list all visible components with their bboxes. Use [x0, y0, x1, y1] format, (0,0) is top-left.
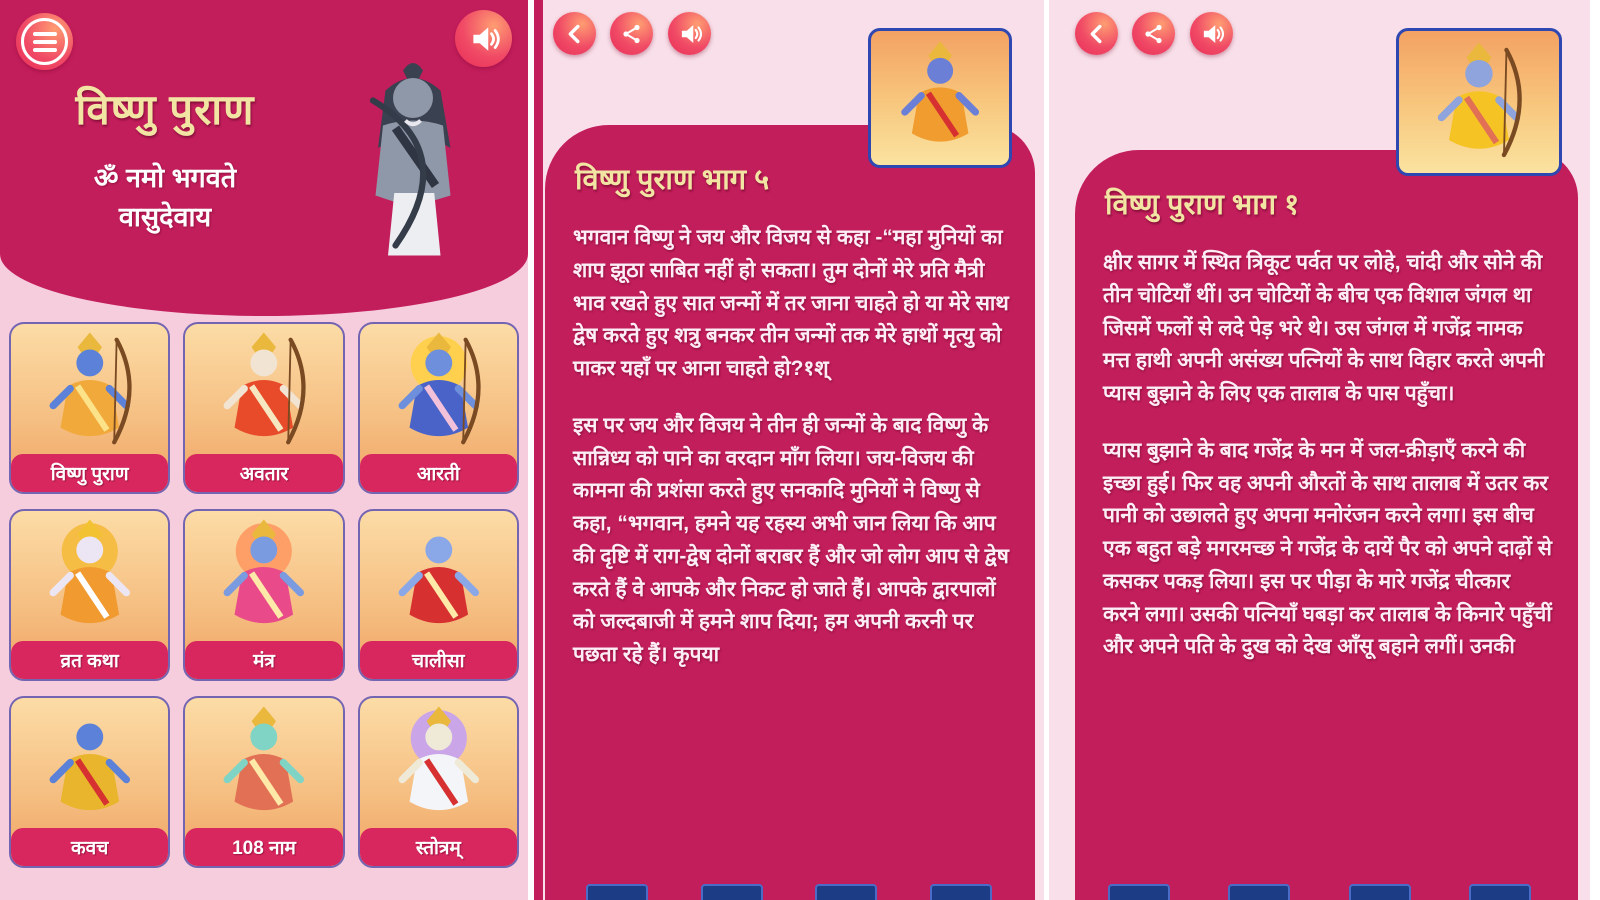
menu-icon	[33, 32, 57, 52]
sound-button[interactable]	[668, 12, 711, 55]
bottom-navigation	[534, 888, 1044, 900]
page-nav-button[interactable]	[1228, 884, 1290, 900]
page-nav-button[interactable]	[930, 884, 992, 900]
story-paragraph: भगवान विष्णु ने जय और विजय से कहा -“महा मुनियों का शाप झूठा साबित नहीं हो सकता। तुम दोनों मेरे प्रति मैत्री भाव रखते हुए सात जन्मों में तर जाना चाहते हो या मेरे साथ द्वेष करते हुए शत्रु बनकर तीन जन्मों तक मेरे हाथों मृत्यु को पाकर यहाँ पर आना चाहते हो?१श्	[573, 226, 1009, 380]
tile-aarti[interactable]	[358, 322, 519, 494]
page-title: विष्णु पुराण भाग १	[1105, 189, 1300, 221]
page-title: विष्णु पुराण भाग ५	[575, 164, 770, 196]
deity-image-card	[1396, 28, 1562, 176]
story-paragraph: क्षीर सागर में स्थित त्रिकूट पर्वत पर लोहे, चांदी और सोने की तीन चोटियाँ थीं। उन चोटियों के बीच एक विशाल जंगल था जिसमें फलों से लदे पेड़ भरे थे। उस जंगल में गजेंद्र नामक मत्त हाथी अपनी असंख्य पत्नियों के साथ विहार करते अपनी प्यास बुझाने के लिए एक तालाब के पास पहुँचा।	[1103, 251, 1545, 405]
tile-label: मंत्र	[185, 641, 342, 679]
reader-screen-part-1	[1049, 0, 1590, 900]
share-icon	[620, 22, 644, 46]
avatar-deity-image	[185, 330, 342, 452]
deity-image-card	[868, 28, 1012, 168]
aarti-deity-image	[360, 330, 517, 452]
page-nav-button[interactable]	[1349, 884, 1411, 900]
tile-avatar[interactable]	[183, 322, 344, 494]
back-button[interactable]	[1075, 12, 1118, 55]
home-tile-grid	[9, 322, 519, 868]
tile-label: चालीसा	[360, 641, 517, 679]
chalisa-deity-image	[360, 517, 517, 639]
tile-vishnu-puran[interactable]	[9, 322, 170, 494]
tile-stotram[interactable]	[358, 696, 519, 868]
reader-screen-part-5	[534, 0, 1044, 900]
share-button[interactable]	[610, 12, 653, 55]
story-card	[1075, 150, 1578, 900]
tile-vrat-katha[interactable]	[9, 509, 170, 681]
app-subtitle: ॐ नमो भगवते वासुदेवाय	[93, 163, 237, 233]
rama-image	[1429, 40, 1529, 165]
share-icon	[1142, 22, 1166, 46]
tile-chalisa[interactable]	[358, 509, 519, 681]
home-screen	[0, 0, 528, 900]
menu-button[interactable]	[16, 13, 73, 70]
stotram-deity-image	[360, 704, 517, 826]
story-card	[545, 125, 1035, 900]
vishnu-image	[893, 39, 987, 157]
page-nav-button[interactable]	[1108, 884, 1170, 900]
page-nav-button[interactable]	[586, 884, 648, 900]
tile-label: स्तोत्रम्	[360, 828, 517, 866]
vishnu-deity-image	[11, 330, 168, 452]
speaker-icon	[1199, 21, 1225, 47]
rama-illustration	[338, 48, 488, 263]
tile-label: अवतार	[185, 454, 342, 492]
share-button[interactable]	[1132, 12, 1175, 55]
page-nav-button[interactable]	[701, 884, 763, 900]
tile-mantra[interactable]	[183, 509, 344, 681]
screen-edge-stripe	[534, 0, 543, 900]
back-icon	[1082, 19, 1112, 49]
story-paragraph: इस पर जय और विजय ने तीन ही जन्मों के बाद विष्णु के सान्निध्य को पाने का वरदान माँग लिया। जय-विजय की कामना की प्रशंसा करते हुए सनकादि मुनियों ने विष्णु से कहा, “भगवान, हमने यह रहस्य अभी जान लिया कि आप की दृष्टि में राग-द्वेष दोनों बराबर हैं और जो लोग आप से द्वेष करते हैं वे आपके और निकट हो जाते हैं। आपके द्वारपालों को जल्दबाजी में हमने शाप दिया; हम अपनी करनी पर पछता रहे हैं। कृपया	[573, 413, 1009, 666]
sound-button[interactable]	[1190, 12, 1233, 55]
tile-label: 108 नाम	[185, 828, 342, 866]
page-nav-button[interactable]	[1469, 884, 1531, 900]
tile-kavach[interactable]	[9, 696, 170, 868]
app-title: विष्णु पुराण	[75, 86, 255, 133]
tile-label: विष्णु पुराण	[11, 454, 168, 492]
story-paragraph: प्यास बुझाने के बाद गजेंद्र के मन में जल-क्रीड़ाएँ करने की इच्छा हुई। फिर वह अपनी औरतों के साथ तालाब में उतर कर पानी को उछालते हुए अपना मनोरंजन करने लगा। इस बीच एक बहुत बड़े मगरमच्छ ने गजेंद्र के दायें पैर को अपने दाढ़ों से कसकर पकड़ लिया। इस पर पीड़ा के मारे गजेंद्र चीत्कार करने लगा। उसकी पत्नियाँ घबड़ा कर तालाब के किनारे पहुँचीं और अपने पति के दुख को देख आँसू बहाने लगीं। उनकी	[1103, 438, 1552, 659]
108-naam-deity-image	[185, 704, 342, 826]
back-button[interactable]	[553, 12, 596, 55]
tile-label: आरती	[360, 454, 517, 492]
page-nav-button[interactable]	[815, 884, 877, 900]
tile-label: व्रत कथा	[11, 641, 168, 679]
right-edge-margin	[1590, 0, 1600, 900]
tile-108-naam[interactable]	[183, 696, 344, 868]
bottom-navigation	[1049, 888, 1590, 900]
mantra-deity-image	[185, 517, 342, 639]
speaker-icon	[677, 21, 703, 47]
tile-label: कवच	[11, 828, 168, 866]
back-icon	[560, 19, 590, 49]
kavach-deity-image	[11, 704, 168, 826]
vrat-katha-deity-image	[11, 517, 168, 639]
